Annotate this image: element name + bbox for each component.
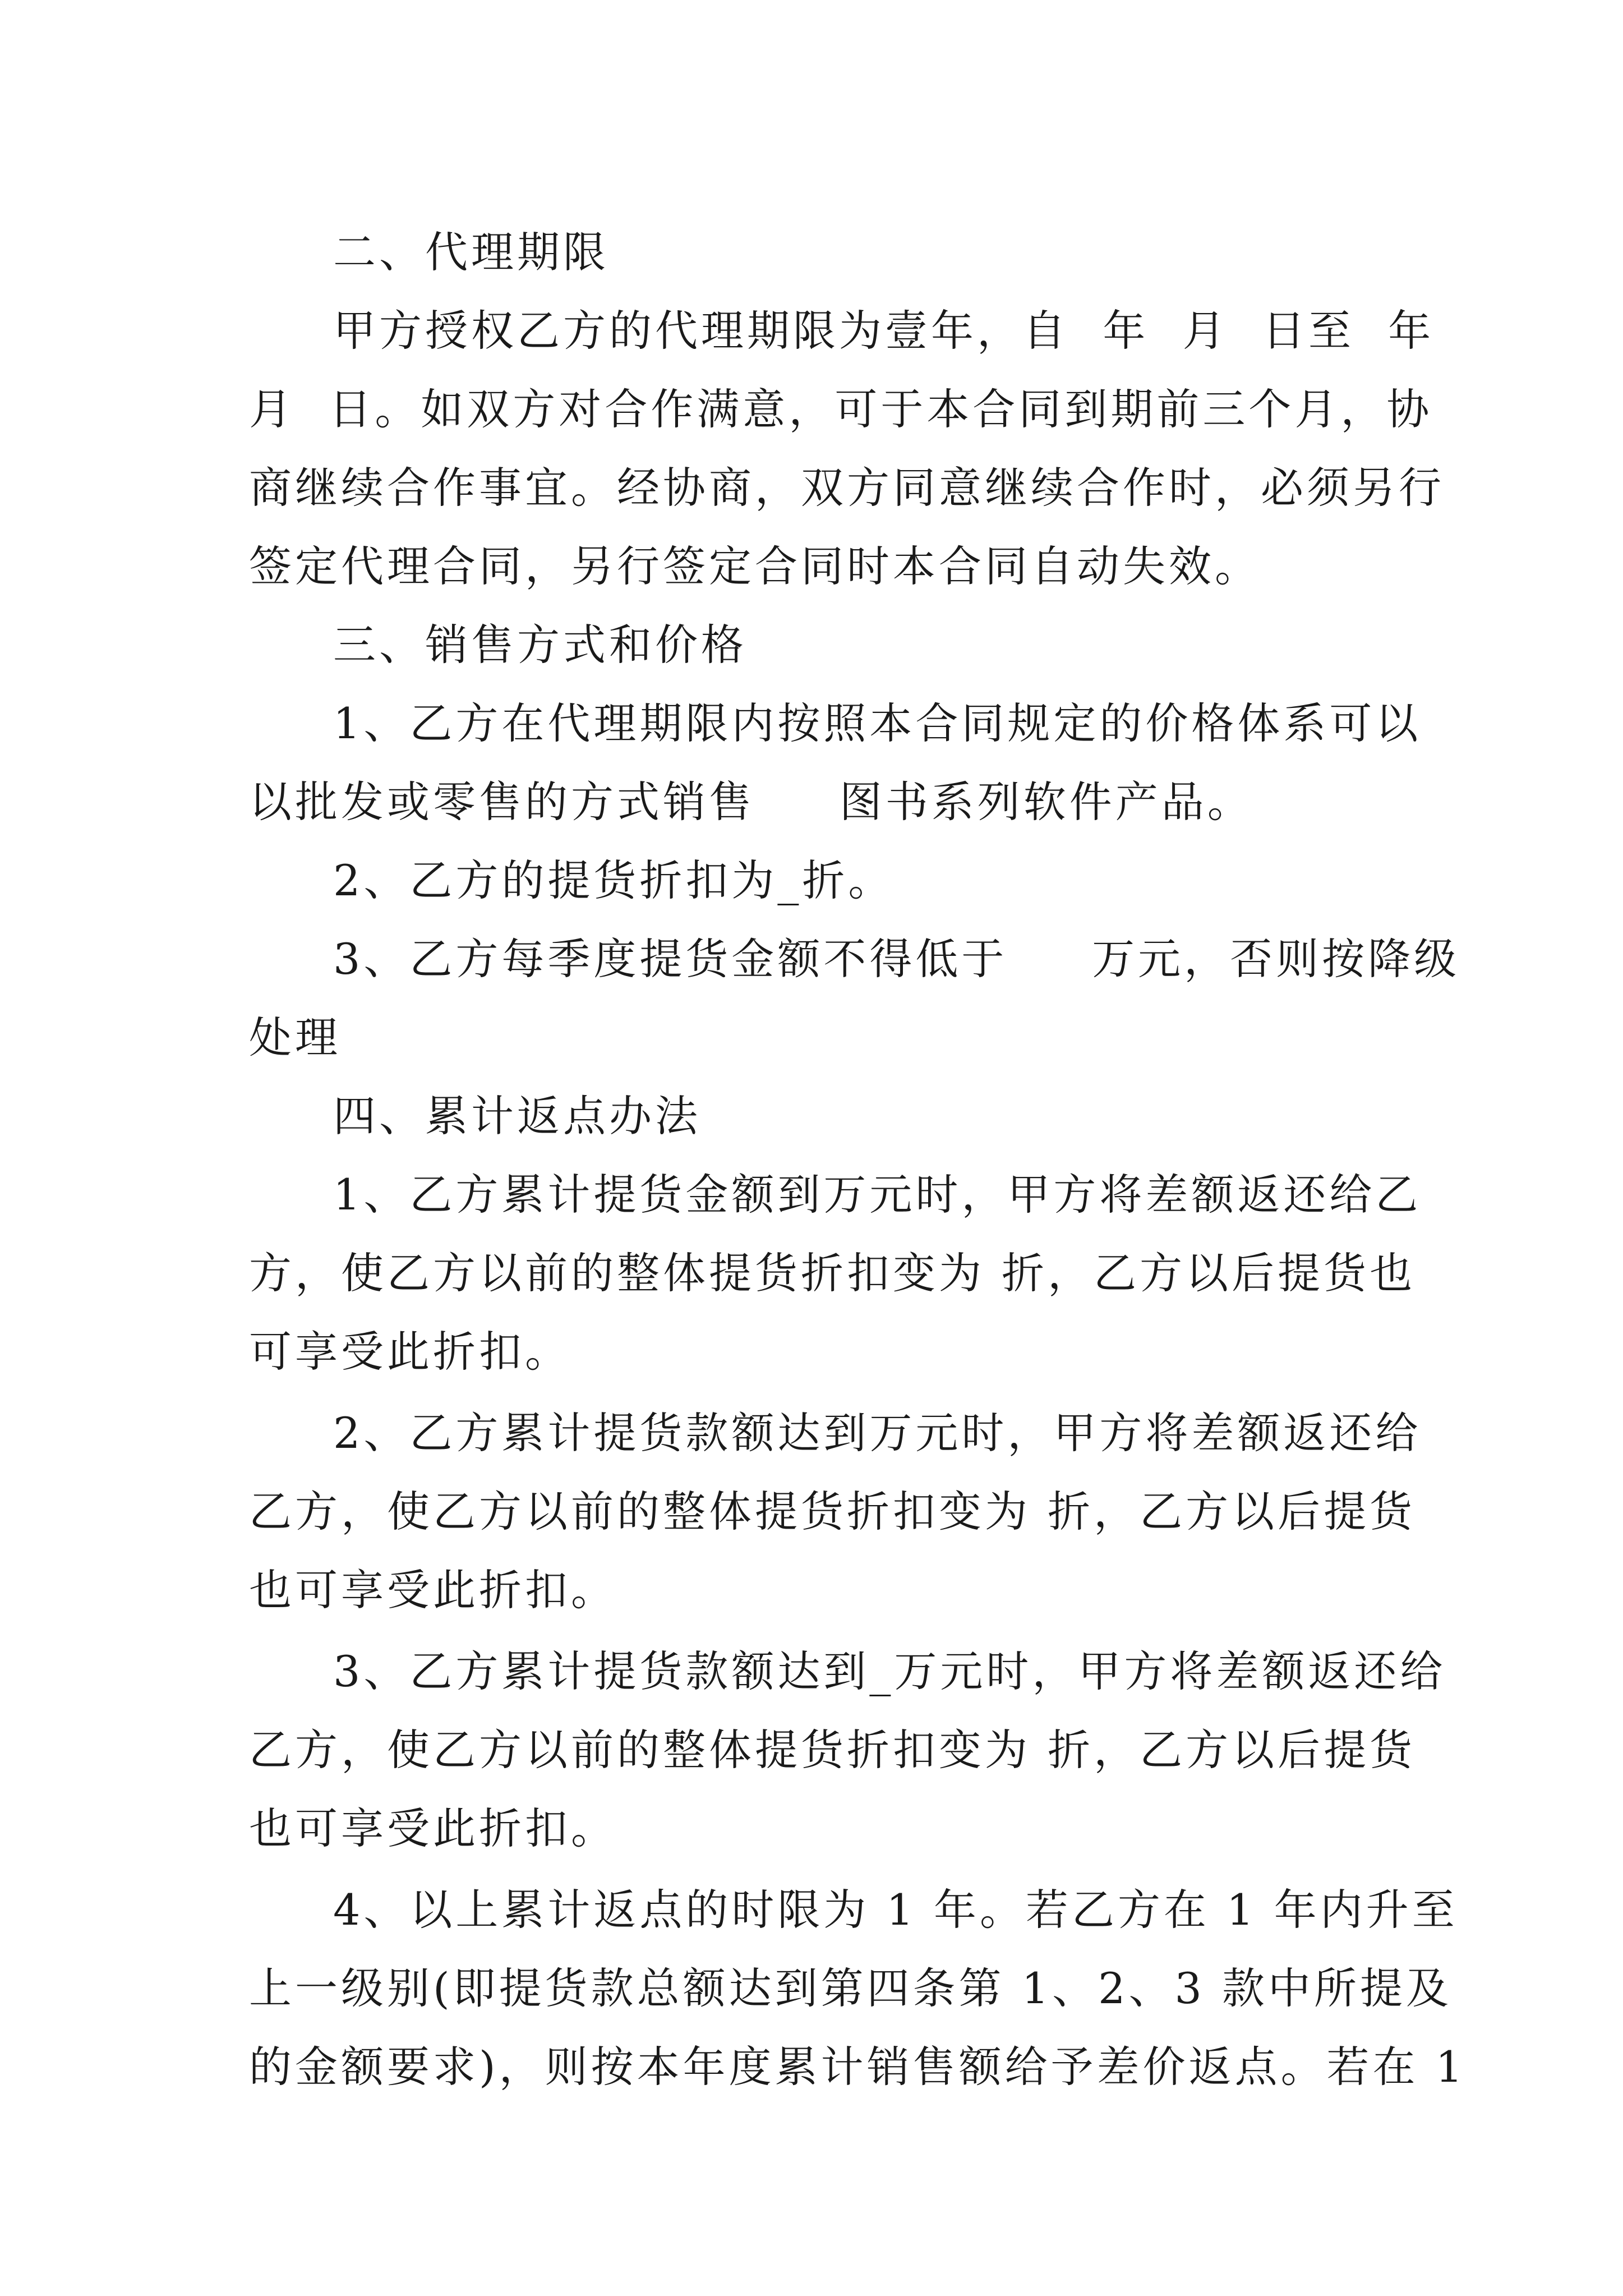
paragraph-line: 以批发或零售的方式销售 图书系列软件产品。 xyxy=(249,777,1253,827)
paragraph-line: 月 日。如双方对合作满意，可于本合同到期前三个月，协 xyxy=(249,384,1433,434)
paragraph-line: 也可享受此折扣。 xyxy=(249,1565,617,1615)
section-heading-rebate: 四、累计返点办法 xyxy=(333,1091,701,1141)
paragraph-line: 签定代理合同，另行签定合同时本合同自动失效。 xyxy=(249,541,1261,591)
paragraph-line: 3、乙方累计提货款额达到_万元时，甲方将差额返还给 xyxy=(333,1646,1446,1696)
paragraph-line: 处理 xyxy=(249,1013,341,1062)
paragraph-line: 可享受此折扣。 xyxy=(249,1327,571,1377)
paragraph-line: 上一级别(即提货款总额达到第四条第 1、2、3 款中所提及 xyxy=(249,1963,1453,2013)
paragraph-line: 的金额要求)，则按本年度累计销售额给予差价返点。若在 1 xyxy=(249,2042,1467,2092)
paragraph-line: 方，使乙方以前的整体提货折扣变为 折，乙方以后提货也 xyxy=(249,1248,1416,1298)
paragraph-line: 乙方，使乙方以前的整体提货折扣变为 折，乙方以后提货 xyxy=(249,1487,1416,1536)
paragraph-line: 1、乙方在代理期限内按照本合同规定的价格体系可以 xyxy=(333,698,1422,748)
paragraph-line: 4、以上累计返点的时限为 1 年。若乙方在 1 年内升至 xyxy=(333,1885,1458,1935)
paragraph-line: 2、乙方累计提货款额达到万元时，甲方将差额返还给 xyxy=(333,1408,1422,1458)
paragraph-line: 甲方授权乙方的代理期限为壹年，自 年 月 日至 年 xyxy=(333,306,1435,356)
paragraph-line: 1、乙方累计提货金额到万元时，甲方将差额返还给乙 xyxy=(333,1170,1422,1220)
paragraph-line: 也可享受此折扣。 xyxy=(249,1803,617,1853)
paragraph-line: 2、乙方的提货折扣为_折。 xyxy=(333,855,895,905)
paragraph-line: 3、乙方每季度提货金额不得低于 万元，否则按降级 xyxy=(333,934,1460,984)
paragraph-line: 商继续合作事宜。经协商，双方同意继续合作时，必须另行 xyxy=(249,463,1445,513)
section-heading-sales-method: 三、销售方式和价格 xyxy=(333,620,747,670)
paragraph-line: 乙方，使乙方以前的整体提货折扣变为 折，乙方以后提货 xyxy=(249,1725,1416,1775)
section-heading-agency-term: 二、代理期限 xyxy=(333,227,609,277)
